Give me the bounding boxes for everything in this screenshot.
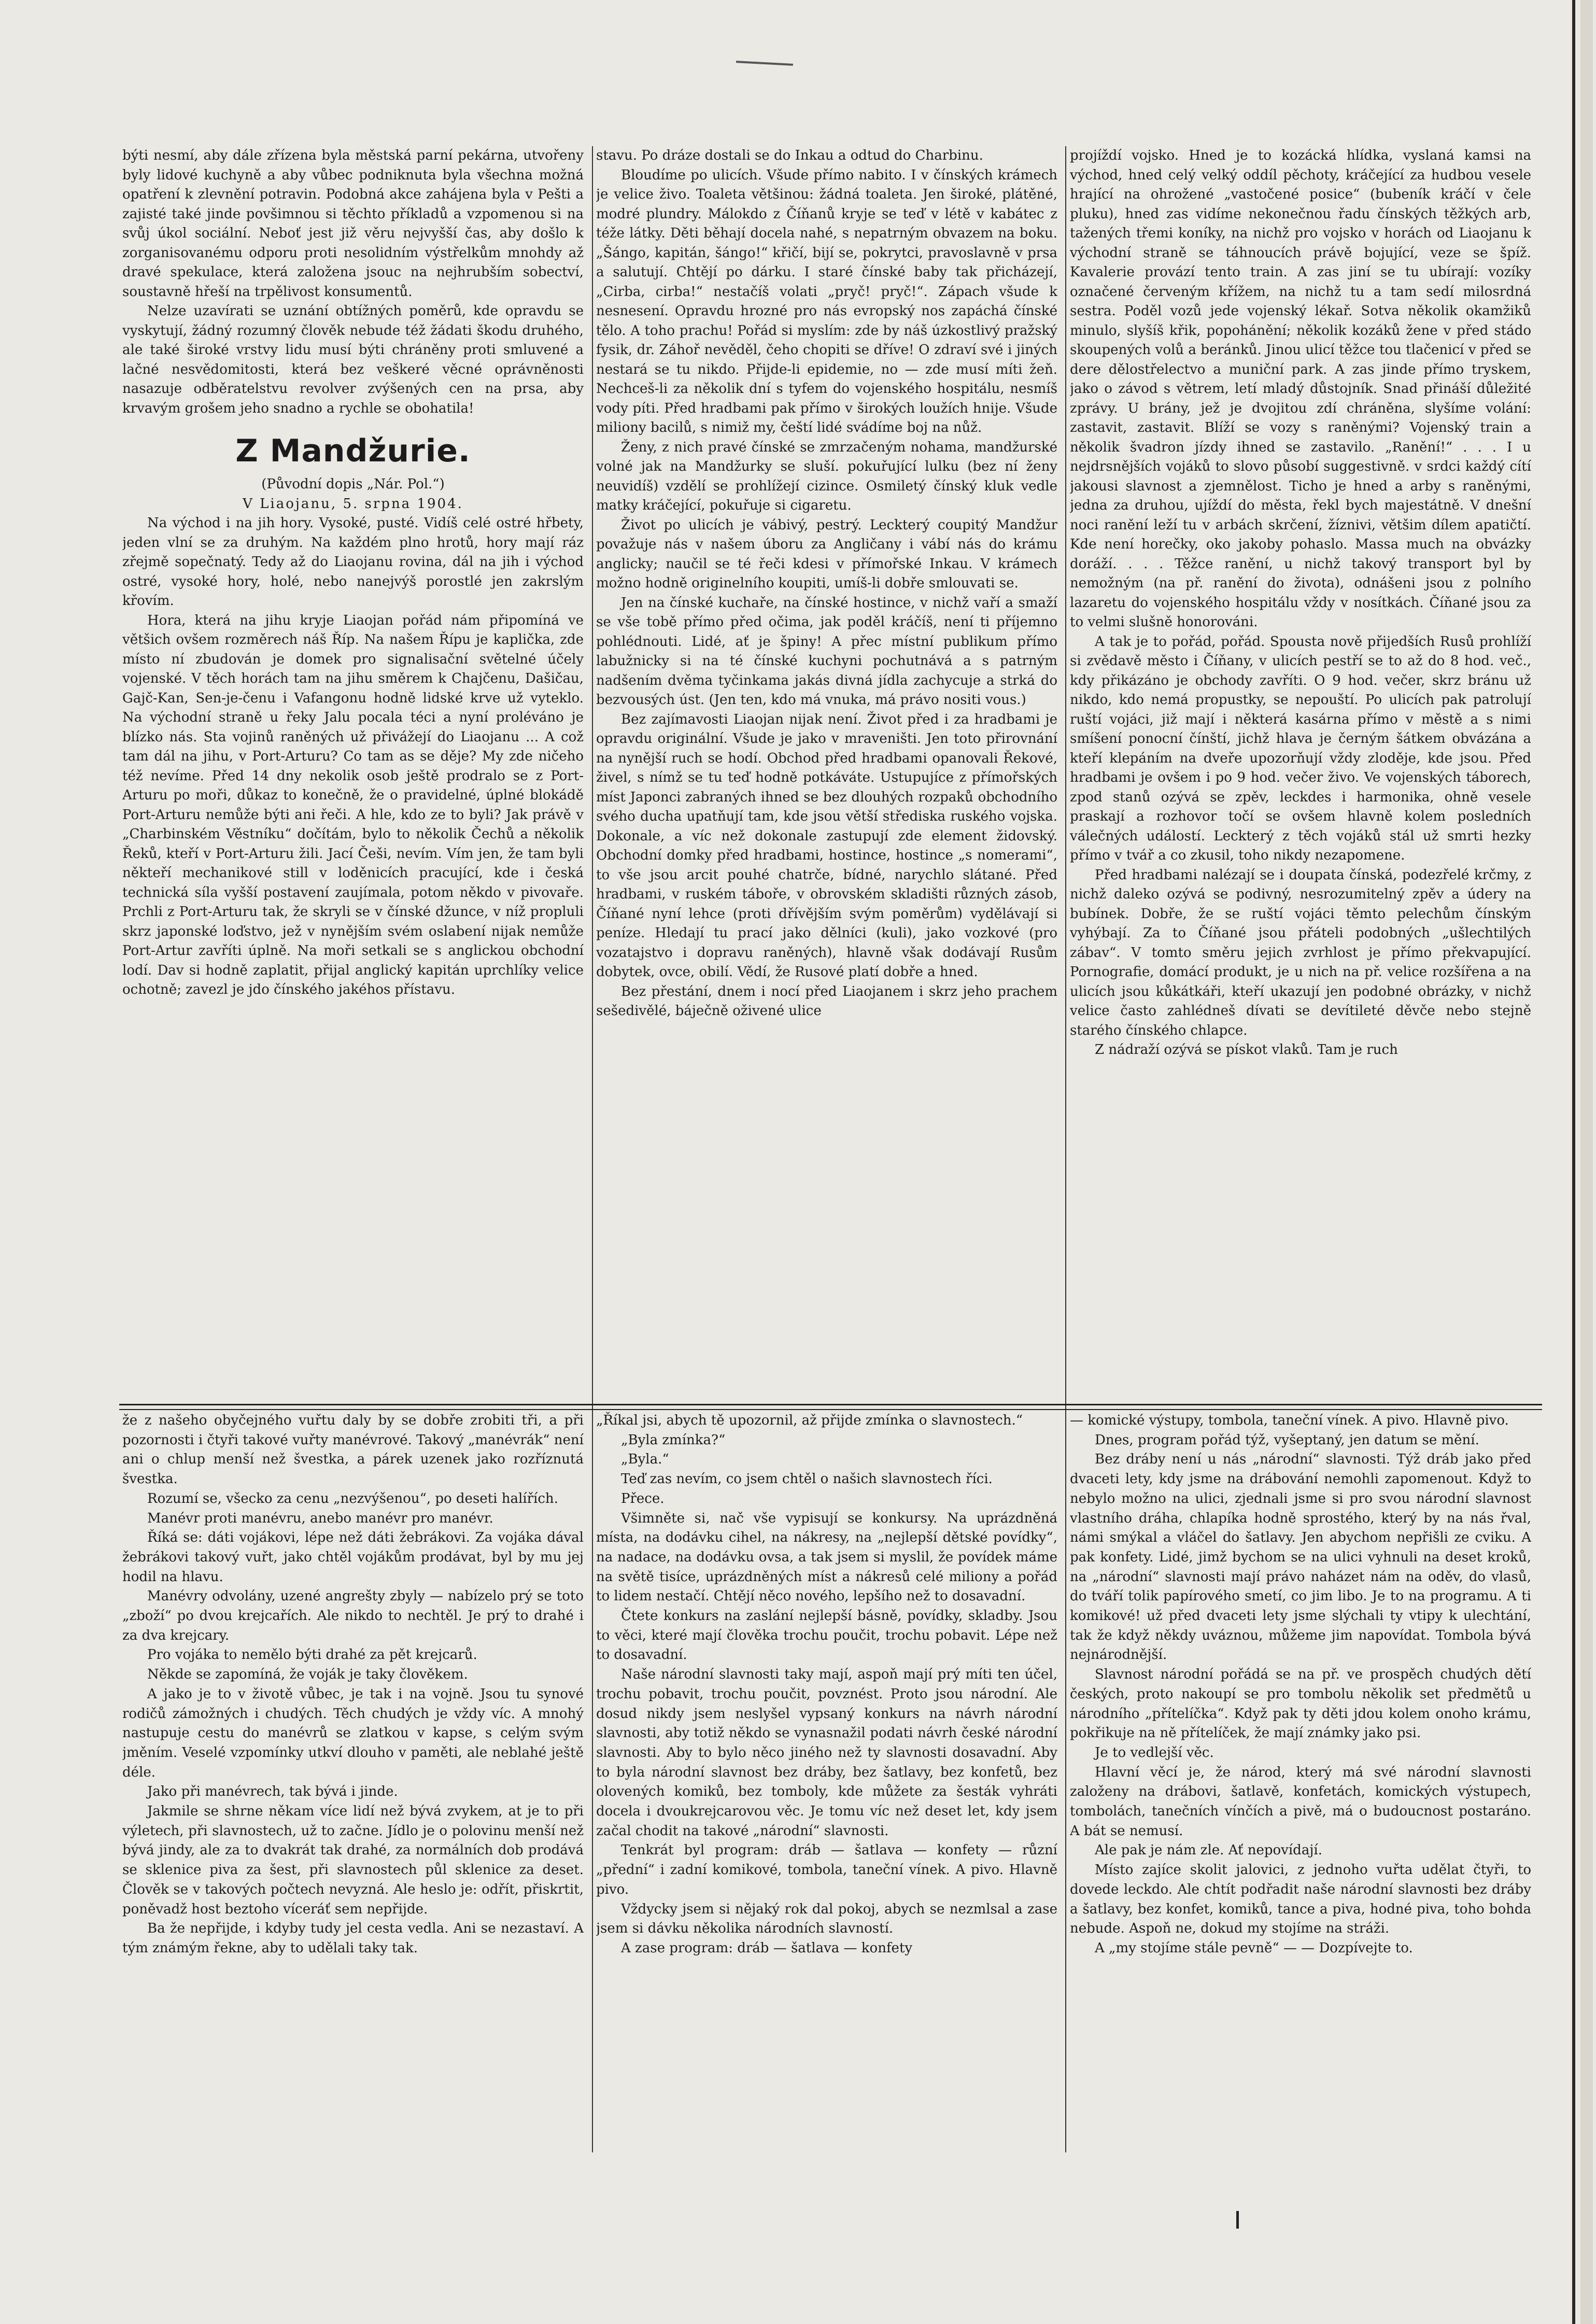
paragraph: A tak je to pořád, pořád. Spousta nově přijedších Rusů prohlíží si zvědavě město i Číňany, v ulicích pestří se to až do 8 hod. več., kdy přikázáno je obchody zavříti. O 9 hod. večer, skrz bránu už nikdo, kdo nemá propustky, se nepouští. Po ulicích pak patrolují ruští vojáci, již mají i některá kasárna přímo v městě a s nimi smíšení ponocní čínští, jichž hlava je černým šátkem obvázána a kteří klepáním na dveře upozorňují vždy zloděje, kde jsou. Před hradbami je ovšem i po 9 hod. večer živo. Ve vojenských táborech, zpod stanů ozývá se zpěv, leckdes i harmonika, ohně vesele praskají a rozhovor točí se ovšem hlavně kolem posledních válečných událostí. Leckterý z těch vojáků stál už smrti hezky přímo v tvář a co zkusil, toho nikdy nezapomene. bbox=[1070, 633, 1531, 863]
paragraph: Dnes, program pořád týž, vyšeptaný, jen datum se mění. bbox=[1095, 1432, 1479, 1448]
paragraph: Někde se zapomíná, že voják je taky člověkem. bbox=[147, 1667, 468, 1683]
column-divider bbox=[1065, 146, 1066, 1411]
column-right bbox=[1070, 146, 1531, 1406]
paragraph: Ba že nepřijde, i kdyby tudy jel cesta vedla. Ani se nezastaví. A tým známým řekne, aby to udělali taky tak. bbox=[122, 1921, 584, 1956]
paragraph: Rozumí se, všecko za cenu „nezvýšenou“, po deseti halířích. bbox=[147, 1490, 558, 1506]
feuilleton-text-middle bbox=[596, 1411, 1057, 1959]
paragraph: Říká se: dáti vojákovi, lépe než dáti žebrákovi. Za vojáka dával žebrákovi takový vuřt, jako chtěl vojákům prodávat, byl by mu jej hodil na hlavu. bbox=[122, 1530, 584, 1585]
paragraph: Život po ulicích je vábivý, pestrý. Leckterý coupitý Mandžur považuje nás v našem úboru za Angličany i vábí nás do krámu anglicky; naučil se té řeči kdesi v přímořské Inkau. V krámech možno hodně originelního koupiti, umíš-li dobře smlouvati se. bbox=[596, 517, 1057, 591]
article-body-middle bbox=[596, 146, 1057, 1021]
paragraph: býti nesmí, aby dále zřízena byla městská parní pekárna, utvořeny byly lidové kuchyně a aby vůbec podniknuta byla všechna možná opatření k zlevnění potravin. Podobná akce zahájena byla v Pešti a zajisté také jinde povšimnou si těchto příkladů a vzpomenou si na svůj úkol sociální. Neboť jest již věru nejvyšší čas, aby došlo k zorganisovanému odporu proti nesolidním výstřelkům mnohdy až dravé spekulace, která založena jsouc na nejhrubším sobectví, soustavně hřeší na trpělivost konsumentů. bbox=[122, 148, 584, 300]
feuilleton-rule bbox=[119, 1404, 1542, 1410]
paragraph: Všimněte si, nač vše vypisují se konkursy. Na uprázdněná místa, na dodávku cihel, na nákresy, na „nejlepší dětské povídky“, na nadace, na dodávku ovsa, a tak jsem si myslil, že povídek máme na světě tisíce, uprázdněných míst a nákresů celé miliony a pořád to lidem nestačí. Chtějí něco nového, lepšího než to dosavadní. bbox=[596, 1510, 1057, 1604]
feuilleton-text-right bbox=[1070, 1411, 1531, 1959]
paragraph: Vždycky jsem si nějaký rok dal pokoj, abych se nezmlsal a zase jsem si dávku několika národních slavností. bbox=[596, 1901, 1057, 1937]
paragraph: A zase program: dráb — šatlava — konfety bbox=[621, 1940, 913, 1956]
paragraph: Hora, která na jihu kryje Liaojan pořád nám připomíná ve většich ovšem rozměrech náš Říp. Na našem Řípu je kaplička, zde místo ní zbudován je domek pro signalisační světelné účely vojenské. V těch horách tam na jihu směrem k Chajčenu, Dašičau, Gajč-Kan, Sen-je-čenu i Vafangonu hodně lidské krve už vyteklo. Na východní straně u řeky Jalu pocala téci a nyní proléváno je blízko nás. Sta vojinů raněných už přivážejí do Liaojanu ... A což tam dál na jihu, v Port-Arturu? Co tam as se děje? My zde ničeho též nevíme. Před 14 dny nekolik osob ještě prodralo se z Port-Arturu po moři, důkaz to konečně, že o pravidelné, úplné blokádě Port-Arturu nemůže býti ani řeči. A hle, kdo ze to byli? Jak právě v „Charbinském Věstníku“ dočítám, bylo to několik Čechů a několik Řeků, kteří v Port-Arturu žili. Jací Češi, nevím. Vím jen, že tam byli někteří mechanikové still v loděnicích pracující, kde i česká technická síla vyšší postavení zaujímala, potom někdo v pivovaře. Prchli z Port-Arturu tak, že skryli se v čínské džunce, v níž propluli skrz japonské loďstvo, jež v nynějším svém oslabení nijak nemůže Port-Artur zavříti úplně. Na moři setkali se s anglickou obchodní lodí. Dav si hodně zaplatit, přijal anglický kapitán uprchlíky velice ochotně; zavezl je jdo čínského jakéhos přístavu. bbox=[122, 612, 584, 997]
paragraph: Hlavní věcí je, že národ, který má své národní slavnosti založeny na drábovi, šatlavě, konfetách, komických výstupech, tombolách, tanečních vínčích a pivě, má o budoucnost postaráno. A bát se nemusí. bbox=[1070, 1764, 1531, 1839]
paragraph: Bloudíme po ulicích. Všude přímo nabito. I v čínských krámech je velice živo. Toaleta většinou: žádná toaleta. Jen široké, plátěné, modré plundry. Málokdo z Číňanů kryje se teď v létě v kabátec z téže látky. Děti běhají docela nahé, s nepatrným obvazem na boku. „Šángo, kapitán, šángo!“ křičí, bijí se, pokrytci, pravoslavně v prsa a salutují. Chtějí po dárku. I staré čínské baby tak přicházejí, „Cirba, cirba!“ nestačíš volati „pryč! pryč!“. Zápach všude k nesnesení. Opravdu hrozné pro nás evropský nos zapáchá čínské tělo. A toho prachu! Pořád si myslím: zde by náš úzkostlivý pražský fysik, dr. Záhoř nevěděl, čeho chopiti se dříve! O zdraví své i jiných nestará se tu nikdo. Přijde-li epidemie, no — zde musí míti žeň. Nechceš-li za několik dní s tyfem do vojenského hospitálu, nesmíš vody píti. Před hradbami pak přímo v širokých loužích hnije. Všude miliony bacilů, s nimiž my, čeští lidé svádíme boj na nůž. bbox=[596, 167, 1057, 435]
paragraph: Ale pak je nám zle. Ať nepovídají. bbox=[1095, 1842, 1322, 1858]
paragraph: „Byla zmínka?“ bbox=[621, 1432, 726, 1448]
paragraph: „Říkal jsi, abych tě upozornil, až přijde zmínka o slavnostech.“ bbox=[596, 1413, 1023, 1428]
paragraph: Nelze uzavírati se uznání obtížných poměrů, kde opravdu se vyskytují, žádný rozumný člověk nebude též žádati škodu druhého, ale také široké vrstvy lidu musí býti chráněny proti smluvené a lačné nesvědomitosti, která bez veškeré věcné oprávněnosti nasazuje odběratelstvu revolver zvýšených cen na prsa, aby krvavým grošem jeho snadno a rychle se obohatila! bbox=[122, 303, 584, 416]
paragraph: že z našeho obyčejného vuřtu daly by se dobře zrobiti tři, a při pozornosti i čtyři takové vuřty manévrové. Takový „manévrák“ není ani o chlup menší než švestka, a párek uzenek jako rozříznutá švestka. bbox=[122, 1413, 584, 1487]
feuilleton-text-left bbox=[122, 1411, 584, 1959]
editorial-end bbox=[122, 146, 584, 418]
paragraph: Bez zajímavosti Liaojan nijak není. Život před i za hradbami je opravdu originální. Všude je jako v mraveništi. Jen toto přirovnání na nynější ruch se hodí. Obchod před hradbami opanovali Řekové, živel, s nímž se tu teď hodně potkáváte. Ustupujíce z přímořských míst Japonci zabraných ihned se bez dlouhých rozpaků obchodního svého ducha upatňují tam, kde jsou větší střediska ruského vojska. Dokonale, a víc než dokonale zastupují zde element židovský. Obchodní domky před hradbami, hostince, hostince „s nomerami“, to vše jsou arcit pouhé chatrče, bídné, narychlo slátané. Před hradbami, v ruském táboře, v obrovském skladišti různých zásob, Číňané nyní lehce (proti dřívějším svým poměrům) vydělávají si peníze. Hledají tu prací jako dělníci (kuli), jako vozkové (pro vozatajstvo i dopravu raněných), hlavně však dodávají Rusům dobytek, ovce, obilí. Vědí, že Rusové platí dobře a hned. bbox=[596, 711, 1057, 980]
feuilleton-column-left bbox=[122, 1411, 584, 2152]
paragraph: Manévr proti manévru, anebo manévr pro manévr. bbox=[147, 1510, 493, 1526]
paragraph: Na východ i na jih hory. Vysoké, pusté. Vidíš celé ostré hřbety, jeden vlní se za druhým. Na každém plno hrotů, hory mají ráz zřejmě sopečnatý. Tedy až do Liaojanu rovina, dál na jih i východ ostré, vysoké hory, holé, nebo nanejvýš porostlé jen zakrslým křovím. bbox=[122, 515, 584, 609]
page-edge-shadow bbox=[1580, 0, 1593, 2324]
article-body-left bbox=[122, 514, 584, 1000]
page-mark bbox=[1236, 2211, 1239, 2229]
article-title: Z Mandžurie. bbox=[235, 433, 471, 469]
paragraph: A „my stojíme stále pevně“ — — Dozpívejte to. bbox=[1095, 1940, 1413, 1956]
paragraph: Z nádraží ozývá se pískot vlaků. Tam je ruch bbox=[1095, 1042, 1398, 1058]
page-edge-line bbox=[1572, 0, 1575, 2324]
paragraph: Pro vojáka to nemělo býti drahé za pět krejcarů. bbox=[147, 1647, 477, 1663]
paragraph: Jen na čínské kuchaře, na čínské hostince, v nichž vaří a smaží se vše tobě přímo před očima, jak poděl kráčíš, není ti příjemno pohlédnouti. Lidé, ať je špiny! A přec místní publikum přímo labužnicky si na té čínské kuchyni pochutnává a s patrným nadšením dvěma tyčinkama jakás divná jídla zachycuje a strká do bezvousých úst. (Jen ten, kdo má vnuka, má právo nositi vous.) bbox=[596, 595, 1057, 708]
paragraph: Jako při manévrech, tak bývá i jinde. bbox=[147, 1784, 398, 1800]
paragraph: A jako je to v životě vůbec, je tak i na vojně. Jsou tu synové rodičů zámožných i chudých. Těch chudých je vždy víc. A mnohý nastupuje cestu do manévrů se zlatkou v kapse, s celým svým jměním. Veselé vzpomínky utkví dlouho v paměti, ale neblahé ještě déle. bbox=[122, 1686, 584, 1780]
column-middle bbox=[596, 146, 1057, 1406]
feuilleton-column-right bbox=[1070, 1411, 1531, 2152]
article-body-right bbox=[1070, 146, 1531, 1060]
article-source: (Původní dopis „Nár. Pol.“) bbox=[261, 476, 445, 492]
column-divider bbox=[1065, 1411, 1066, 2152]
column-left bbox=[122, 146, 584, 1406]
paragraph: Manévry odvolány, uzené angrešty zbyly — nabízelo prý se toto „zboží“ po dvou krejcařích. Ale nikdo to nechtěl. Je prý to drahé i za dva krejcary. bbox=[122, 1588, 584, 1643]
paragraph: Tenkrát byl program: dráb — šatlava — konfety — různí „přední“ i zadní komikové, tombola, taneční vínek. A pivo. Hlavně pivo. bbox=[596, 1842, 1057, 1897]
top-pencil-mark bbox=[736, 61, 793, 66]
paragraph: Naše národní slavnosti taky mají, aspoň mají prý míti ten účel, trochu pobavit, trochu poučit, povznést. Proto jsou národní. Ale dosud nikdy jsem neslyšel vypsaný konkurs na návrh národní slavnosti, aby totiž někdo se vynasnažil podati návrh české národní slavnosti. Aby to bylo něco jiného než ty slavnosti dosavadní. Aby to byla národní slavnost bez dráby, bez šatlavy, bez konfetů, bez olovených komiků, bez tomboly, kde můžete za šesták vyhráti docela i dvoukrejcarovou věc. Je tomu víc než deset let, kdy jsem začal chodit na takové „národní“ slavnosti. bbox=[596, 1667, 1057, 1839]
paragraph: Čtete konkurs na zaslání nejlepší básně, povídky, skladby. Jsou to věci, které mají člověka trochu poučit, trochu pobavit. Lépe než to dosavadní. bbox=[596, 1608, 1057, 1663]
paragraph: Jakmile se shrne někam více lidí než bývá zvykem, at je to při výletech, při slavnostech, už to začne. Jídlo je o polovinu menší než bývá jindy, ale za to dvakrát tak drahé, za normálních dob prodává se sklenice piva za šest, při slavnostech půl sklenice za deset. Člověk se v takových počtech nevyzná. Ale heslo je: odřít, přiskrtit, poněvadž host beztoho víceráť sem nepřijde. bbox=[122, 1804, 584, 1917]
paragraph: Bez dráby není u nás „národní“ slavnosti. Týž dráb jako před dvaceti lety, kdy jsme na drábování nemohli zapomenout. Když to nebylo možno na ulici, zjednali jsme si pro svou národní slavnost vlastního dráha, chlapíka hodně sprostého, který by na nás řval, námi smýkal a vláčel do šatlavy. Jen abychom nepřišli ze cviku. A pak konfety. Lidé, jimž bychom se na ulici vyhnuli na deset kroků, na „národní“ slavnosti mají právo naházet nám na oděv, do vlasů, do tváří tolik papírového smetí, co jim libo. Je to na programu. A ti komikové! už před dvaceti lety jsme slýchali ty vtipy k ulechtání, tak že když někdy uváznou, můžeme jim napovídat. Tombola bývá nejnárodnější. bbox=[1070, 1452, 1531, 1663]
paragraph: Ženy, z nich pravé čínské se zmrzačeným nohama, mandžurské volné jak na Mandžurky se sluší. pokuřující lulku (bez ní ženy neuvidíš) vzdělí se prohlížejí cizince. Osmiletý čínský kluk vedle matky kráčející, pokuřuje si cigaretu. bbox=[596, 439, 1057, 513]
paragraph: Slavnost národní pořádá se na př. ve prospěch chudých dětí českých, proto nakoupí se pro tombolu několik set předmětů u národního „přítelíčka“. Když pak ty děti jdou kolem onoho krámu, pokřikuje na ně přítelíček, že mají známky jako psi. bbox=[1070, 1667, 1531, 1741]
paragraph: — komické výstupy, tombola, taneční vínek. A pivo. Hlavně pivo. bbox=[1070, 1413, 1509, 1428]
paragraph: Je to vedlejší věc. bbox=[1095, 1744, 1214, 1760]
paragraph: Bez přestání, dnem i nocí před Liaojanem i skrz jeho prachem sešedivělé, báječně oživené ulice bbox=[596, 983, 1057, 1019]
paragraph: Teď zas nevím, co jsem chtěl o našich slavnostech říci. bbox=[621, 1471, 993, 1487]
paragraph: projíždí vojsko. Hned je to kozácká hlídka, vyslaná kamsi na východ, hned celý velký oddíl pěchoty, kráčející za hudbou vesele hrající na ohrožené „vastočené posice“ (bubeník kráčí v čele pluku), hned zas vidíme nekonečnou řadu čínských těžkých arb, tažených třemi koníky, na nichž pro vojsko v horách od Liaojanu k východní straně se táhnoucích právě bojující, veze se špíž. Kavalerie provází tento train. A zas jiní se tu ubírají: vozíky označené červeným křížem, na nichž tu a tam sedí milosrdná sestra. Poděl vozů jede vojenský lékař. Sotva několik okamžiků minulo, slyšíš křik, popohánění; několik kozáků žene v před stádo skoupených volů a beránků. Jinou ulicí těžce tou tlačenicí v před se dere dělostřelectvo a muniční park. A zas jinde přímo tryskem, jako o závod s větrem, letí mladý důstojník. Snad přináší důležité zprávy. U brány, jež je dvojitou zdí chráněna, slyšíme volání: zastavit, zastavit. Blíží se vozy s raněnými? Vojenský train a několik švadron jízdy ihned se zastavilo. „Ranění!“ . . . I u nejdrsnějších vojáků to slovo působí suggestivně. v srdci každý cítí jakousi slavnost a zjemnělost. Ticho je hned a arby s raněnými, jedna za druhou, ujíždí do města, řekl bych majestátně. V dnešní noci ranění leží tu v arbách skrčení, žíznivi, většim dílem apatičtí. Kde není horečky, oko jakoby pohaslo. Massa much na obvázky doráží. . . . Těžce ranění, u nichž takový transport byl by nemožným (na př. ranění do života), odnášeni jsou z polního lazaretu do vojenského hospitálu vždy v nosítkách. Číňané jsou za to velmi slušně honorováni. bbox=[1070, 148, 1531, 630]
article-dateline: V Liaojanu, 5. srpna 1904. bbox=[243, 496, 463, 512]
column-divider bbox=[592, 1411, 593, 2152]
paragraph: Před hradbami nalézají se i doupata čínská, podezřelé krčmy, z nichž daleko ozývá se podivný, nesrozumitelný zpěv a údery na bubínek. Dobře, že se ruští vojáci těmto pelechům čínským vyhýbají. Za to Číňané jsou přáteli podobných „ušlechtilých zábav“. V tomto směru jejich zvrhlost je přímo překvapující. Pornografie, domácí produkt, je u nich na př. velice rozšířena a na ulicích jsou kůkátkáři, kteří ukazují jen podobné obrázky, v nichž velice často zahlédneš dívati se devítileté děvče nebo stejně starého čínského chlapce. bbox=[1070, 867, 1531, 1038]
paragraph: Místo zajíce skolit jalovici, z jednoho vuřta udělat čtyři, to dovede leckdo. Ale chtít podřadit naše národní slavnosti bez dráby a šatlavy, bez konfet, komiků, tance a piva, hodné piva, toho bohda nebude. Aspoň ne, dokud my stojíme na stráži. bbox=[1070, 1862, 1531, 1937]
paragraph: Přece. bbox=[621, 1490, 665, 1506]
paragraph: „Byla.“ bbox=[621, 1452, 669, 1468]
feuilleton-column-middle bbox=[596, 1411, 1057, 2152]
paragraph: stavu. Po dráze dostali se do Inkau a odtud do Charbinu. bbox=[596, 148, 983, 163]
column-divider bbox=[592, 146, 593, 1411]
